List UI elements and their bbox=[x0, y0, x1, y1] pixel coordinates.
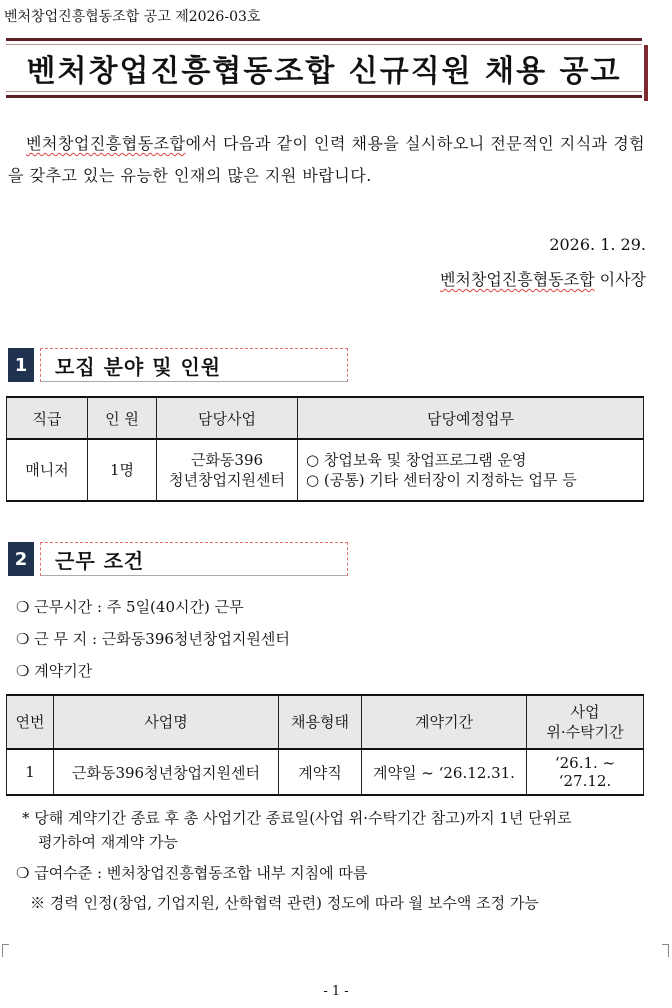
cell-type: 계약직 bbox=[279, 749, 362, 795]
section1-number: 1 bbox=[8, 348, 34, 382]
section2-number: 2 bbox=[8, 542, 34, 576]
cell-duty bbox=[298, 439, 644, 501]
section1-title: 모집 분야 및 인원 bbox=[40, 348, 348, 382]
intro-org: 벤처창업진흥협동조합 bbox=[26, 134, 186, 153]
project-line1: 근화동396 bbox=[190, 451, 264, 469]
cell-rank: 매니저 bbox=[7, 439, 88, 501]
intro-paragraph bbox=[8, 128, 648, 192]
announcement-date: 2026. 1. 29. bbox=[549, 235, 646, 254]
notice-number: 벤처창업진흥협동조합 공고 제2026-03호 bbox=[4, 9, 261, 25]
header-cell: 담당사업 bbox=[157, 397, 298, 439]
crop-mark bbox=[662, 944, 669, 957]
recruit-table bbox=[6, 396, 644, 502]
contract-table bbox=[6, 694, 644, 796]
signatory bbox=[440, 267, 646, 290]
header-line1: 사업 bbox=[570, 703, 600, 721]
page-number: - 1 - bbox=[323, 984, 349, 999]
header-cell: 계약기간 bbox=[362, 695, 527, 749]
header-cell bbox=[527, 695, 644, 749]
table-row bbox=[7, 439, 644, 501]
signatory-org: 벤처창업진흥협동조합 bbox=[439, 270, 595, 289]
cell-project bbox=[157, 439, 298, 501]
bullet-hours: ❍ 근무시간 : 주 5일(40시간) 근무 bbox=[16, 598, 244, 616]
header-cell: 담당예정업무 bbox=[298, 397, 644, 439]
intro-text: 에서 다음과 같이 인력 채용을 실시하오니 전문적인 지식과 경험을 갖추고 있는 유능한 인재의 많은 지원 바랍니다. bbox=[8, 134, 646, 185]
page-title: 벤처창업진흥협동조합 신규직원 채용 공고 bbox=[26, 54, 622, 89]
note-line2: 평가하여 재계약 가능 bbox=[38, 833, 178, 851]
header-cell: 사업명 bbox=[54, 695, 279, 749]
table-header-row bbox=[7, 695, 644, 749]
bullet-location: ❍ 근 무 지 : 근화동396청년창업지원센터 bbox=[16, 630, 290, 648]
table-header-row bbox=[7, 397, 644, 439]
header-cell: 채용형태 bbox=[279, 695, 362, 749]
project-line2: 청년창업지원센터 bbox=[169, 471, 285, 489]
contract-note bbox=[22, 806, 652, 854]
signatory-title: 이사장 bbox=[594, 270, 646, 289]
duty-line2: ○ (공통) 기타 센터장이 지정하는 업무 등 bbox=[306, 471, 577, 489]
cell-count: 1명 bbox=[88, 439, 157, 501]
header-line2: 위·수탁기간 bbox=[546, 723, 624, 741]
table-row bbox=[7, 749, 644, 795]
note-line1: * 당해 계약기간 종료 후 총 사업기간 종료일(사업 위·수탁기간 참고)까지 1년 단위로 bbox=[22, 809, 572, 827]
header-cell: 직급 bbox=[7, 397, 88, 439]
cell-index: 1 bbox=[7, 749, 54, 795]
bullet-salary: ❍ 급여수준 : 벤처창업진흥협동조합 내부 지침에 따름 bbox=[16, 864, 368, 882]
crop-mark bbox=[2, 944, 9, 957]
header-cell: 인 원 bbox=[88, 397, 157, 439]
cell-project: 근화동396청년창업지원센터 bbox=[54, 749, 279, 795]
title-shadow bbox=[644, 45, 648, 101]
header-cell: 연번 bbox=[7, 695, 54, 749]
duty-line1: ○ 창업보육 및 창업프로그램 운영 bbox=[306, 451, 527, 469]
salary-note: ※ 경력 인정(창업, 기업지원, 산학협력 관련) 정도에 따라 월 보수액 조정 가능 bbox=[30, 894, 539, 912]
title-banner bbox=[6, 38, 642, 98]
section2-title: 근무 조건 bbox=[40, 542, 348, 576]
bullet-contract: ❍ 계약기간 bbox=[16, 662, 93, 680]
cell-business-period: ‘26.1. ~ ‘27.12. bbox=[527, 749, 644, 795]
cell-period: 계약일 ~ ‘26.12.31. bbox=[362, 749, 527, 795]
